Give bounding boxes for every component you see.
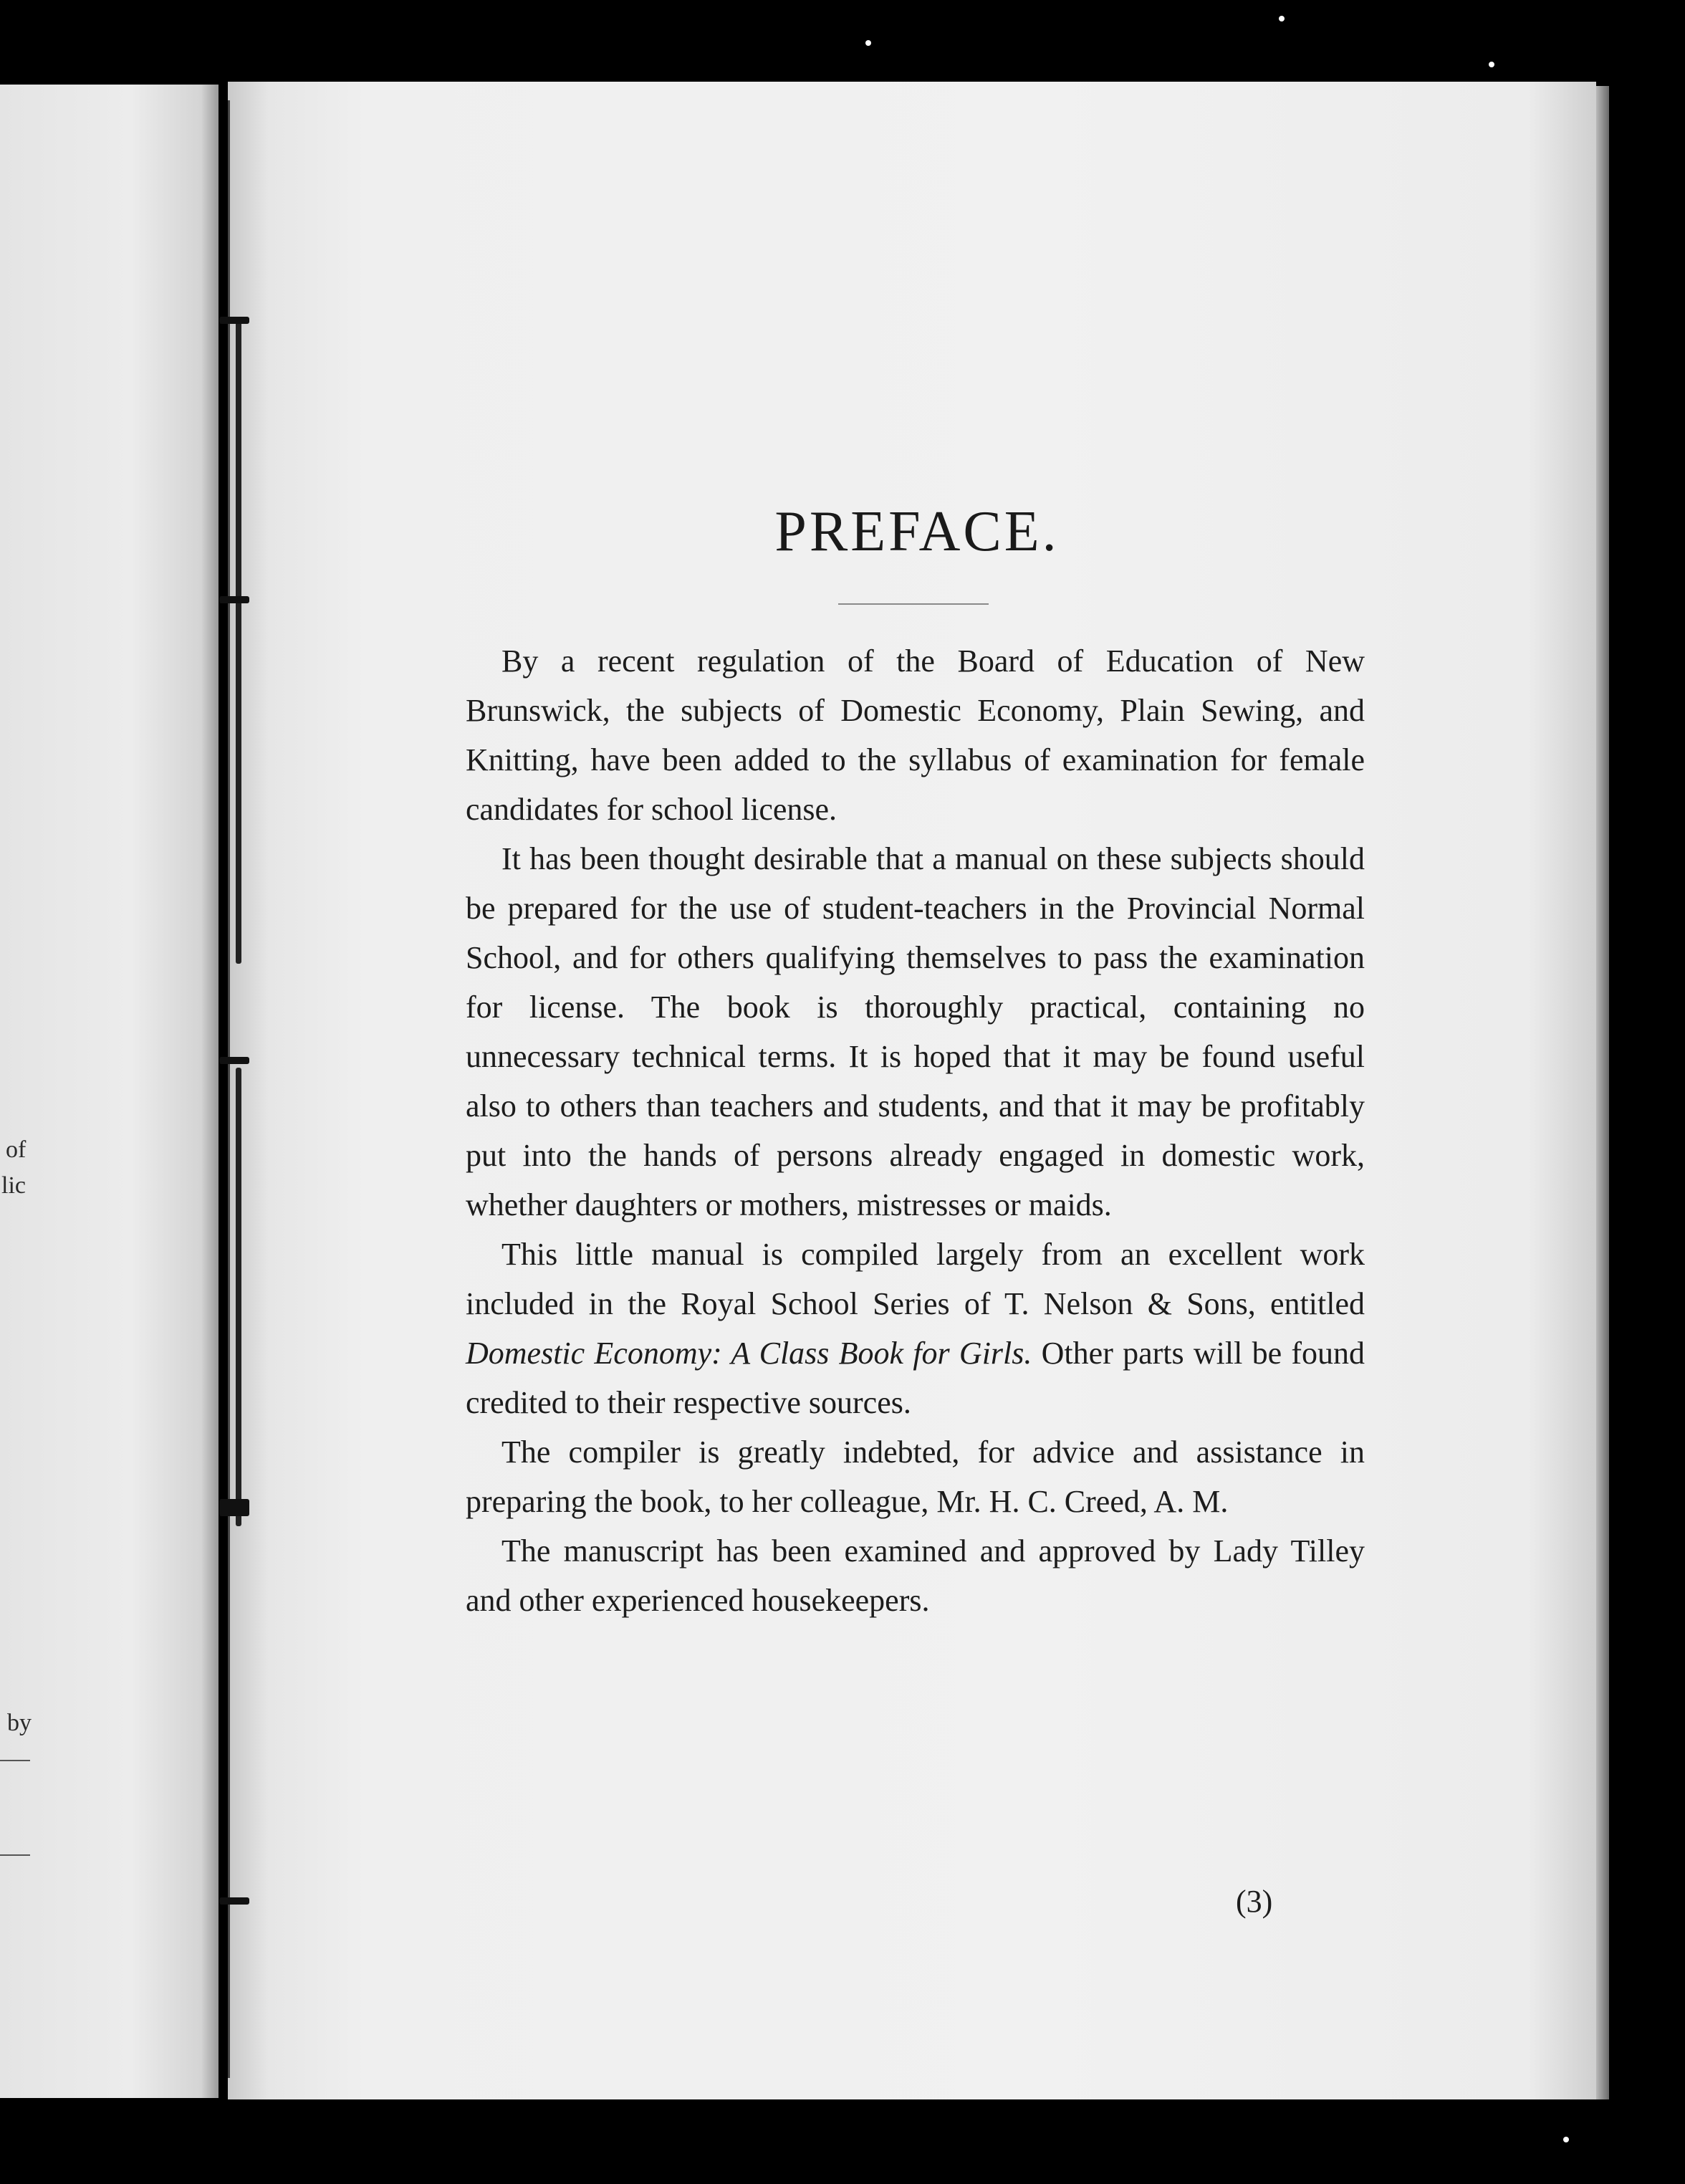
binding-stitch <box>219 1057 249 1064</box>
binding-stitch <box>219 1897 249 1905</box>
binding-thread <box>236 319 241 964</box>
binding-stitch <box>219 596 249 603</box>
left-page-rule <box>0 1760 30 1761</box>
page-title: PREFACE. <box>774 500 1060 563</box>
paragraph-text: This little manual is compiled largely from an excellent work included in the Royal School Series of T. Nelson & Sons, entitled <box>466 1237 1365 1321</box>
title-rule <box>838 603 989 605</box>
left-page-fragment: by <box>7 1710 32 1736</box>
scan-speck <box>1279 16 1285 21</box>
binding-spine <box>228 100 230 2078</box>
paragraph: By a recent regulation of the Board of Education of New Brunswick, the subjects of Domestic Economy, Plain Sewing, and Knitting, have been added to the syllabus of examination for female candidates for school license. <box>466 643 1365 827</box>
left-page-fragment: of <box>6 1136 27 1163</box>
binding-thread <box>236 1068 241 1526</box>
paragraph: The compiler is greatly indebted, for advice and assistance in preparing the book, to her colleague, Mr. H. C. Creed, A. M. <box>466 1435 1365 1519</box>
binding-stitch <box>219 317 249 324</box>
paragraph <box>466 1230 1365 1427</box>
left-page <box>0 85 219 2098</box>
scan-speck <box>865 40 871 46</box>
scan-speck <box>1489 62 1494 67</box>
preface-body <box>466 636 1365 1625</box>
left-page-rule <box>0 1854 30 1856</box>
page-edge <box>1596 86 1609 2099</box>
scan-speck <box>1563 2137 1569 2142</box>
left-page-fragment: lic <box>1 1172 26 1199</box>
paragraph-text: Other parts will be found credited to their respective sources. <box>466 1336 1365 1420</box>
paragraph: The manuscript has been examined and approved by Lady Tilley and other experienced housekeepers. <box>466 1533 1365 1618</box>
paragraph: It has been thought desirable that a manual on these subjects should be prepared for the use of student-teachers in the Provincial Normal School, and for others qualifying themselves to pass the examination for license. The book is thoroughly practical, containing no unnecessary technical terms. It is hoped that it may be found useful also to others than teachers and students, and that it may be profitably put into the hands of persons already engaged in domestic work, whether daughters or mothers, mistresses or maids. <box>466 841 1365 1222</box>
binding-stitch <box>219 1499 249 1516</box>
book-title: Domestic Economy: A Class Book for Girls. <box>466 1336 1032 1371</box>
page-number: (3) <box>1236 1884 1273 1919</box>
